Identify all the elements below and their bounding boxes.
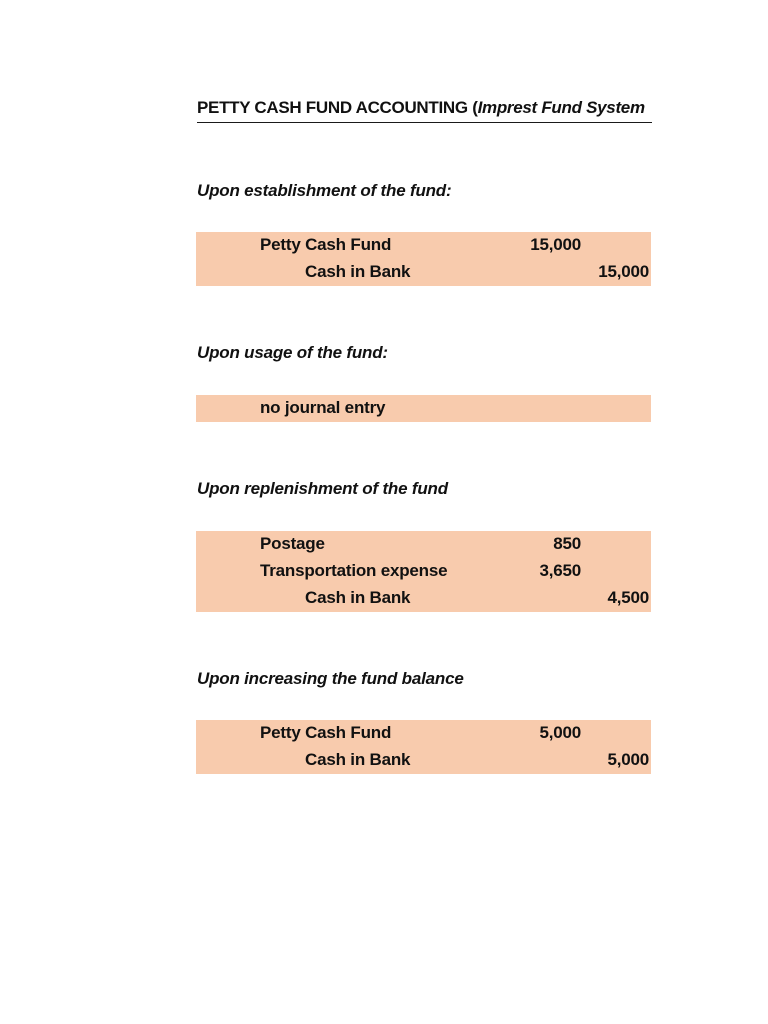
title-italic-text: Imprest Fund System — [477, 98, 645, 117]
document-title — [197, 98, 652, 123]
debit-amount: 3,650 — [539, 561, 581, 580]
journal-entry-establishment — [196, 232, 651, 286]
account-name: no journal entry — [260, 398, 386, 417]
account-name: Petty Cash Fund — [260, 235, 392, 254]
account-name: Cash in Bank — [305, 262, 411, 281]
journal-row — [196, 747, 651, 774]
credit-amount: 4,500 — [607, 588, 649, 607]
journal-row — [196, 395, 651, 422]
debit-amount: 15,000 — [530, 235, 581, 254]
journal-row — [196, 232, 651, 259]
debit-amount: 5,000 — [539, 723, 581, 742]
journal-row — [196, 720, 651, 747]
section-heading-establishment: Upon establishment of the fund: — [197, 181, 452, 200]
account-name: Transportation expense — [260, 561, 448, 580]
journal-row — [196, 558, 651, 585]
debit-amount: 850 — [553, 534, 581, 553]
section-heading-usage: Upon usage of the fund: — [197, 343, 388, 362]
section-heading-increase: Upon increasing the fund balance — [197, 669, 464, 688]
credit-amount: 15,000 — [598, 262, 649, 281]
journal-row — [196, 259, 651, 286]
journal-row — [196, 585, 651, 612]
account-name: Petty Cash Fund — [260, 723, 392, 742]
journal-row — [196, 531, 651, 558]
journal-entry-increase — [196, 720, 651, 774]
section-heading-replenishment: Upon replenishment of the fund — [197, 479, 448, 498]
title-main-text: PETTY CASH FUND ACCOUNTING ( — [197, 98, 478, 117]
credit-amount: 5,000 — [607, 750, 649, 769]
journal-entry-replenishment — [196, 531, 651, 612]
account-name: Cash in Bank — [305, 588, 411, 607]
account-name: Cash in Bank — [305, 750, 411, 769]
journal-entry-usage — [196, 395, 651, 422]
account-name: Postage — [260, 534, 325, 553]
